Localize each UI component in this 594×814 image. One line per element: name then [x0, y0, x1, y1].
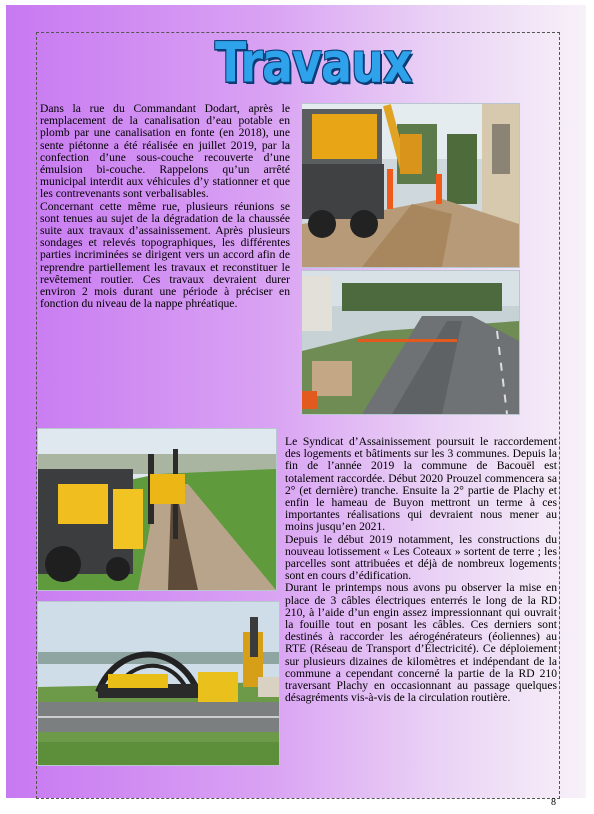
photo-road	[301, 270, 520, 415]
article-assainissement	[285, 436, 557, 704]
paragraph: Concernant cette même rue, plusieurs réunions se sont tenues au sujet de la dégradation de la chaussée suite aux travaux d’assainissement. Après plusieurs sondages et relevés topographiques, les différentes parties incriminées se dirigent vers un accord afin de reprendre partiellement les travaux et reconstituer le revêtement routier. Ces travaux devraient durer environ 2 mois durant une période à préciser en fonction du niveau de la nappe phréatique.	[40, 199, 290, 311]
photo-truck-workers	[301, 103, 520, 268]
page-title: Travaux	[215, 30, 412, 95]
article-rue-dodart	[40, 103, 290, 310]
page-number: 8	[551, 797, 556, 808]
paragraph: Dans la rue du Commandant Dodart, après le remplacement de la canalisation d’eau potable en plomb par une canalisation en fonte (en 2018), une sente piétonne a été réalisée en juillet 2019, par la confection d’une sous-couche recouverte d’une émulsion bi-couche. Rappelons qu’un arrêté municipal interdit aux véhicules d’y stationner et que les contrevenants sont verbalisables.	[40, 102, 290, 201]
photo-trenching-machine	[37, 428, 277, 591]
photo-cable-laying	[37, 601, 280, 766]
paragraph: Le Syndicat d’Assainissement poursuit le raccordement des logements et bâtiments sur les 3 communes. Depuis la fin de l’année 2019 la commune de Bacouël est totalement raccordée. Début 2020 Prouzel commencera sa 2° (et dernière) tranche. Ensuite la 2° partie de Plachy et enfin le hameau de Buyon mettront un terme à ces importantes réalisations qui devraient nous mener au moins jusqu’en 2021.	[285, 435, 557, 534]
paragraph: Durant le printemps nous avons pu observer la mise en place de 3 câbles électriques enterrés le long de la RD 210, à l’aide d’un engin assez impressionnant qui ouvrait la fouille tout en posant les câbles. Ces derniers sont destinés à raccorder les aérogénérateurs (éoliennes) au RTE (Réseau de Transport d’Électricité). Ce déploiement sur plusieurs dizaines de kilomètres et indépendant de la commune a cependant concerné la partie de la RD 210 traversant Plachy en occasionnant au passage quelques désagréments vis-à-vis de la circulation routière.	[285, 581, 557, 705]
paragraph: Depuis le début 2019 notamment, les constructions du nouveau lotissement « Les Coteaux » sortent de terre ; les parcelles sont attribuées et déjà de nombreux logements sont en cours d’édification.	[285, 532, 557, 583]
